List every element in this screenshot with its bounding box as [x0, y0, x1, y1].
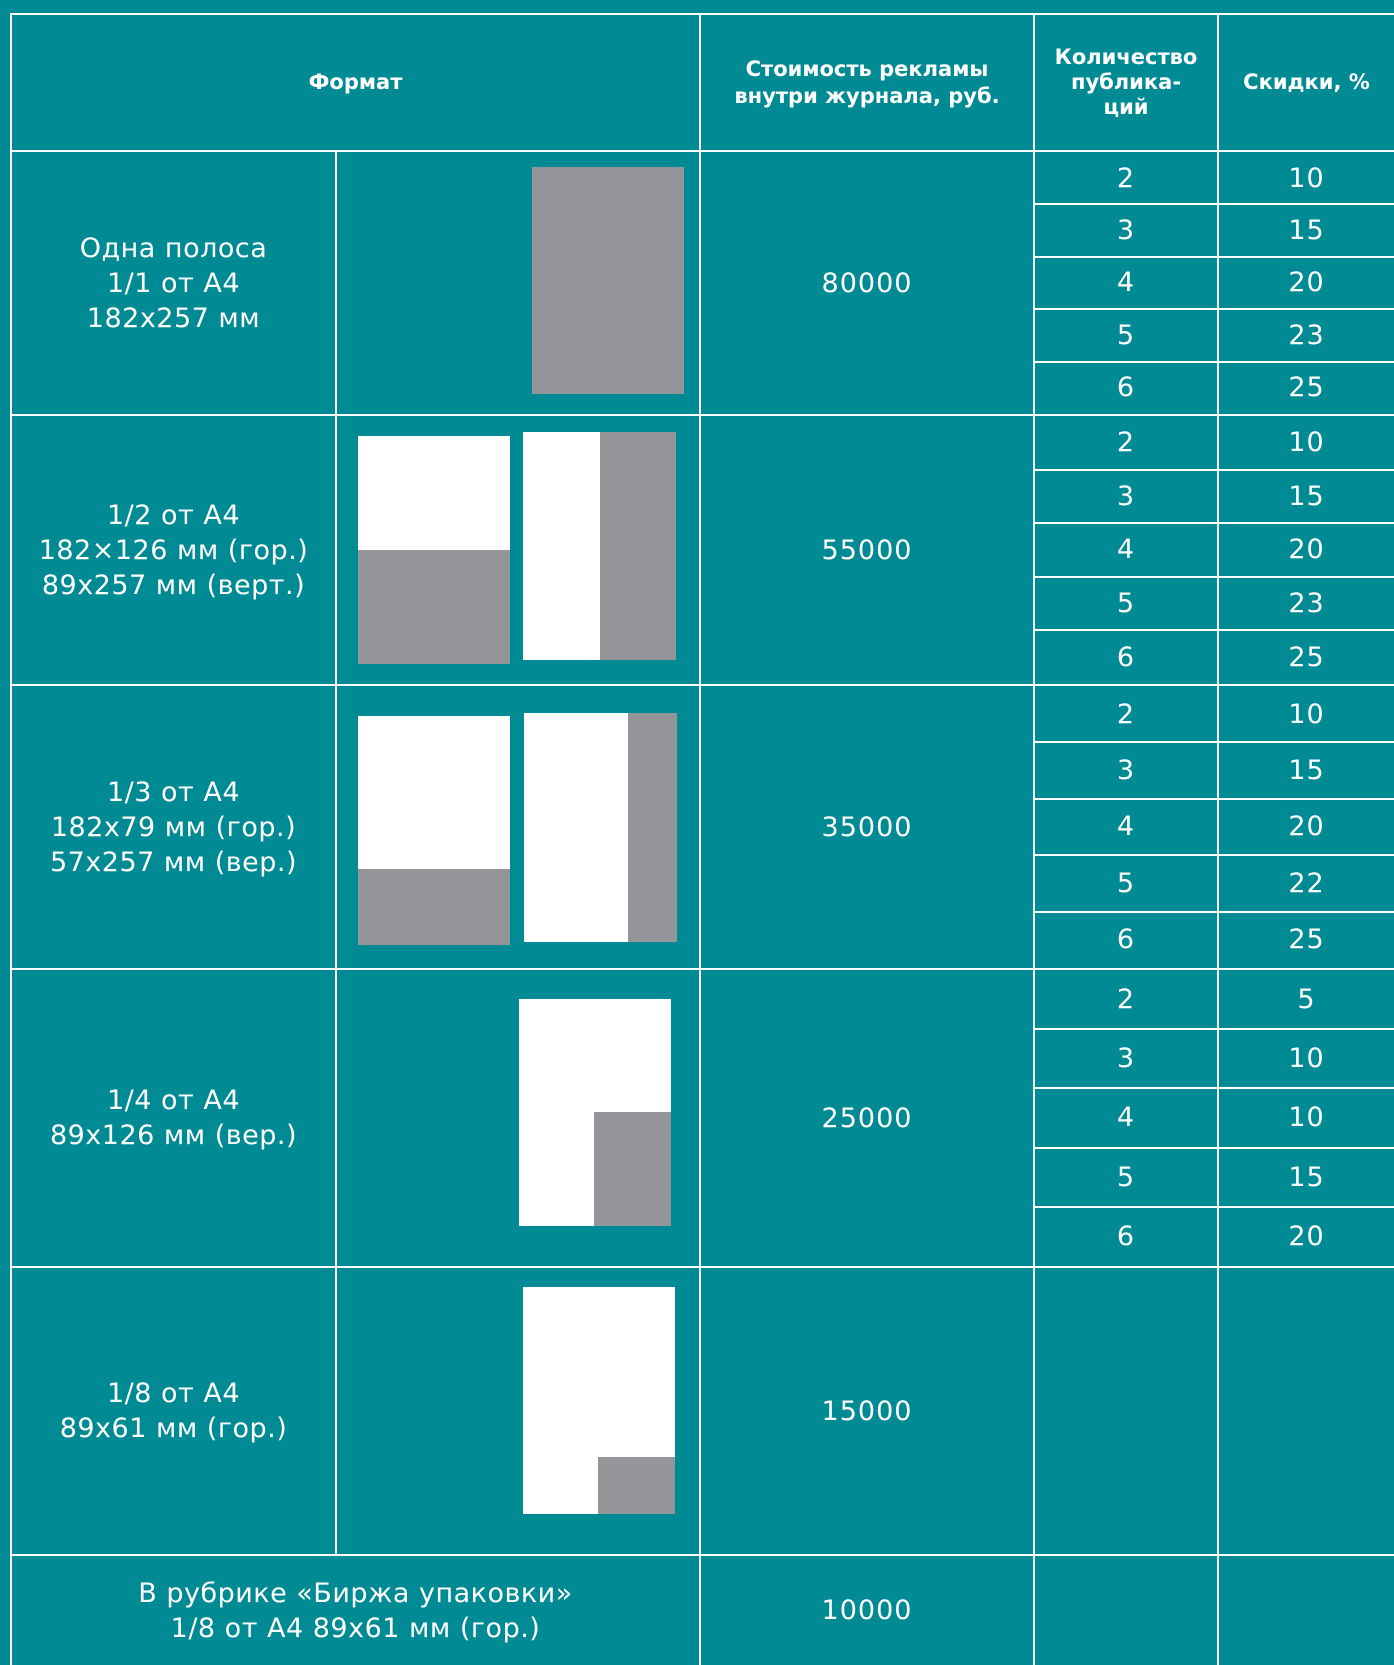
publication-count: 4: [1116, 1102, 1136, 1134]
discount-percent: 22: [1288, 867, 1325, 899]
publication-count: 5: [1116, 1161, 1136, 1193]
column-divider: [335, 150, 337, 1554]
publication-count: 2: [1116, 698, 1136, 730]
header-price: Стоимость рекламы внутри журнала, руб.: [734, 56, 1000, 108]
publication-count: 3: [1116, 755, 1136, 787]
discount-percent: 25: [1288, 924, 1325, 956]
publication-count: 2: [1116, 427, 1136, 459]
discount-percent: 20: [1288, 1220, 1325, 1252]
publication-count: 6: [1116, 641, 1136, 673]
publication-count: 5: [1116, 867, 1136, 899]
publication-count: 3: [1116, 215, 1136, 247]
discount-percent: 15: [1288, 480, 1325, 512]
price-value: 55000: [821, 534, 913, 566]
format-label: В рубрике «Биржа упаковки» 1/8 от А4 89х61 мм (гор.): [138, 1577, 573, 1644]
price-value: 10000: [821, 1595, 913, 1626]
discount-percent: 15: [1288, 1161, 1325, 1193]
header-format: Формат: [308, 70, 403, 94]
publication-count: 4: [1116, 534, 1136, 566]
discount-percent: 23: [1288, 319, 1325, 351]
publication-count: 2: [1116, 162, 1136, 194]
discount-percent: 10: [1288, 1102, 1325, 1134]
publication-count: 5: [1116, 588, 1136, 620]
publication-count: 3: [1116, 1043, 1136, 1075]
price-value: 15000: [821, 1395, 913, 1427]
discount-percent: 5: [1297, 984, 1316, 1016]
publication-count: 6: [1116, 372, 1136, 404]
discount-percent: 10: [1288, 698, 1325, 730]
format-label: 1/4 от А4 89х126 мм (вер.): [49, 1085, 298, 1151]
price-value: 25000: [821, 1102, 913, 1134]
price-value: 80000: [821, 267, 913, 299]
discount-percent: 20: [1288, 534, 1325, 566]
discount-percent: 23: [1288, 588, 1325, 620]
publication-count: 6: [1116, 1220, 1136, 1252]
discount-percent: 25: [1288, 641, 1325, 673]
format-label: 1/8 от А4 89х61 мм (гор.): [59, 1378, 288, 1444]
header-count: Количество публика- ций: [1054, 45, 1198, 119]
header-discount: Скидки, %: [1243, 70, 1370, 94]
full-page-format-icon: [532, 167, 684, 394]
discount-percent: 25: [1288, 372, 1325, 404]
price-value: 35000: [821, 811, 913, 843]
format-label: Одна полоса 1/1 от А4 182х257 мм: [79, 232, 268, 334]
publication-count: 2: [1116, 984, 1136, 1016]
publication-count: 4: [1116, 267, 1136, 299]
discount-percent: 20: [1288, 267, 1325, 299]
publication-count: 3: [1116, 480, 1136, 512]
discount-percent: 10: [1288, 1043, 1325, 1075]
publication-count: 4: [1116, 811, 1136, 843]
format-label: 1/2 от А4 182×126 мм (гор.) 89х257 мм (верт.): [38, 499, 309, 601]
format-label: 1/3 от А4 182х79 мм (гор.) 57х257 мм (вер.): [49, 776, 298, 878]
discount-percent: 15: [1288, 755, 1325, 787]
publication-count: 5: [1116, 319, 1136, 351]
discount-percent: 10: [1288, 162, 1325, 194]
discount-percent: 20: [1288, 811, 1325, 843]
publication-count: 6: [1116, 924, 1136, 956]
discount-percent: 10: [1288, 427, 1325, 459]
discount-percent: 15: [1288, 215, 1325, 247]
